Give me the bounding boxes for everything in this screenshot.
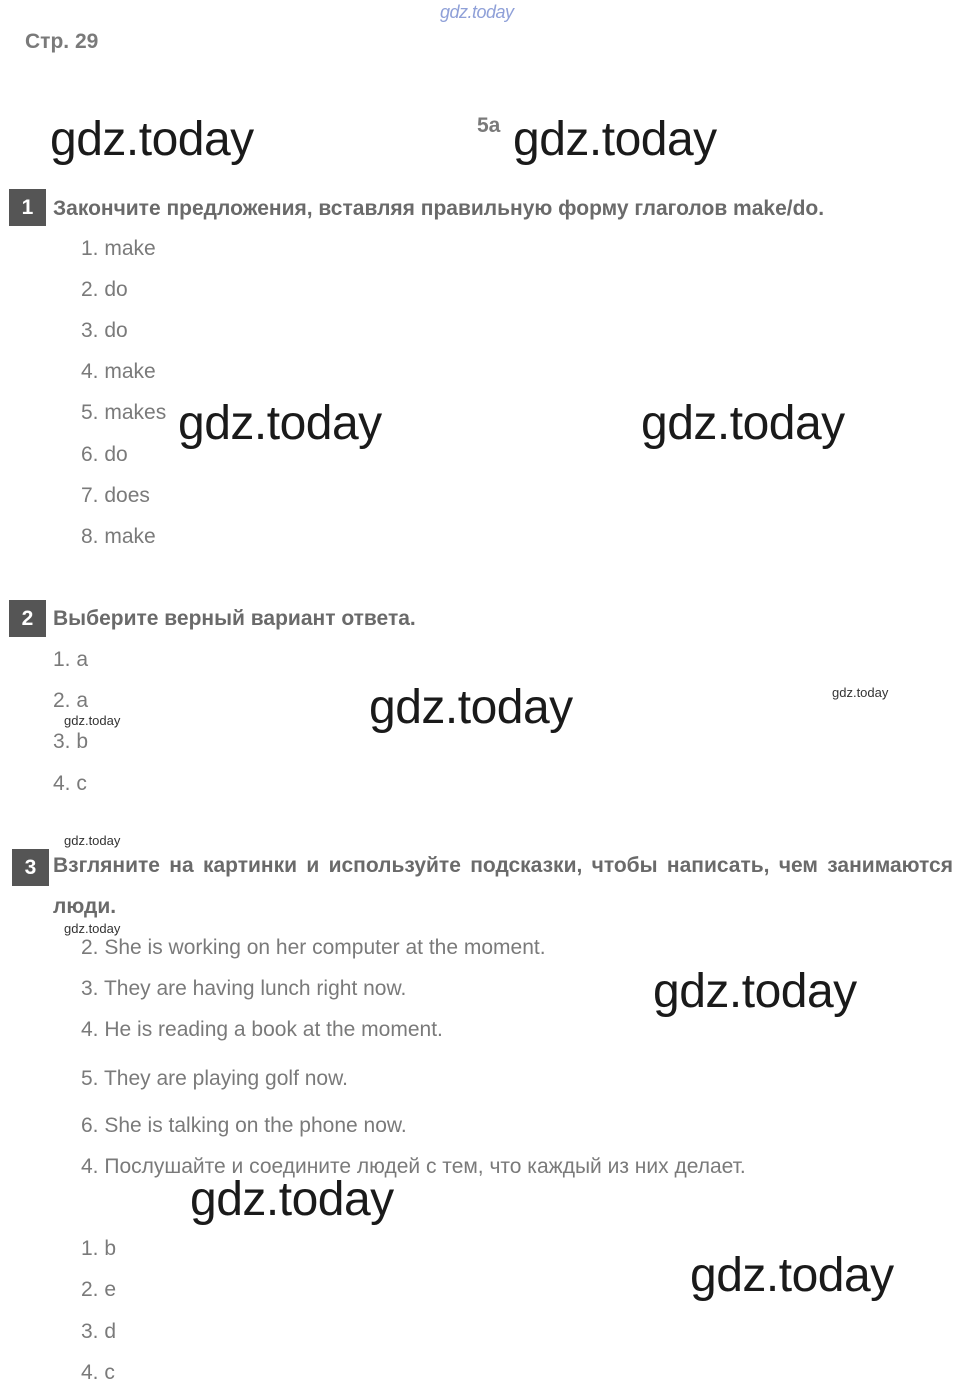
- watermark-small: gdz.today: [64, 921, 121, 936]
- answer-item: 3. do: [81, 319, 128, 342]
- answer-item: 3. b: [53, 730, 89, 753]
- watermark-small: gdz.today: [64, 833, 121, 848]
- answer-item: 4. c: [53, 772, 87, 795]
- task-title: 4. Послушайте и соедините людей с тем, что каждый из них делает.: [81, 1155, 746, 1178]
- watermark: gdz.today: [369, 681, 573, 734]
- page-number: Стр. 29: [25, 30, 99, 53]
- watermark: gdz.today: [653, 965, 857, 1018]
- answer-item: 1. make: [81, 237, 156, 260]
- answer-item: 2. do: [81, 278, 128, 301]
- answer-item: 1. b: [81, 1237, 117, 1260]
- task-title: Взгляните на картинки и используйте подсказки, чтобы написать, чем занимаются люди.: [53, 854, 953, 918]
- watermark: gdz.today: [178, 397, 382, 450]
- answer-item: 1. a: [53, 648, 89, 671]
- task-title: Выберите верный вариант ответа.: [53, 607, 416, 630]
- answer-item: 6. do: [81, 443, 128, 466]
- watermark: gdz.today: [641, 397, 845, 450]
- task-number-badge: 2: [9, 600, 46, 637]
- answer-item: 5. makes: [81, 401, 167, 424]
- answer-item: 2. She is working on her computer at the moment.: [81, 936, 546, 959]
- answer-item: 8. make: [81, 525, 156, 548]
- answer-item: 6. She is talking on the phone now.: [81, 1114, 407, 1137]
- watermark-small: gdz.today: [64, 713, 121, 728]
- answer-item: 4. make: [81, 360, 156, 383]
- answer-item: 7. does: [81, 484, 150, 507]
- answer-item: 4. He is reading a book at the moment.: [81, 1018, 443, 1041]
- header-watermark: gdz.today: [440, 2, 514, 22]
- task-number-badge: 1: [9, 189, 46, 226]
- watermark: gdz.today: [690, 1249, 894, 1302]
- task-title: Закончите предложения, вставляя правильную форму глаголов make/do.: [53, 197, 825, 220]
- watermark: gdz.today: [190, 1173, 394, 1226]
- answer-item: 4. c: [81, 1361, 115, 1384]
- watermark-small: gdz.today: [832, 685, 889, 700]
- unit-label: 5a: [477, 114, 501, 137]
- answer-item: 5. They are playing golf now.: [81, 1067, 348, 1090]
- task-number-badge: 3: [12, 849, 49, 886]
- answer-item: 3. d: [81, 1320, 117, 1343]
- answer-item: 3. They are having lunch right now.: [81, 977, 407, 1000]
- watermark: gdz.today: [50, 113, 254, 166]
- answer-item: 2. e: [81, 1278, 117, 1301]
- watermark: gdz.today: [513, 113, 717, 166]
- answer-item: 2. a: [53, 689, 89, 712]
